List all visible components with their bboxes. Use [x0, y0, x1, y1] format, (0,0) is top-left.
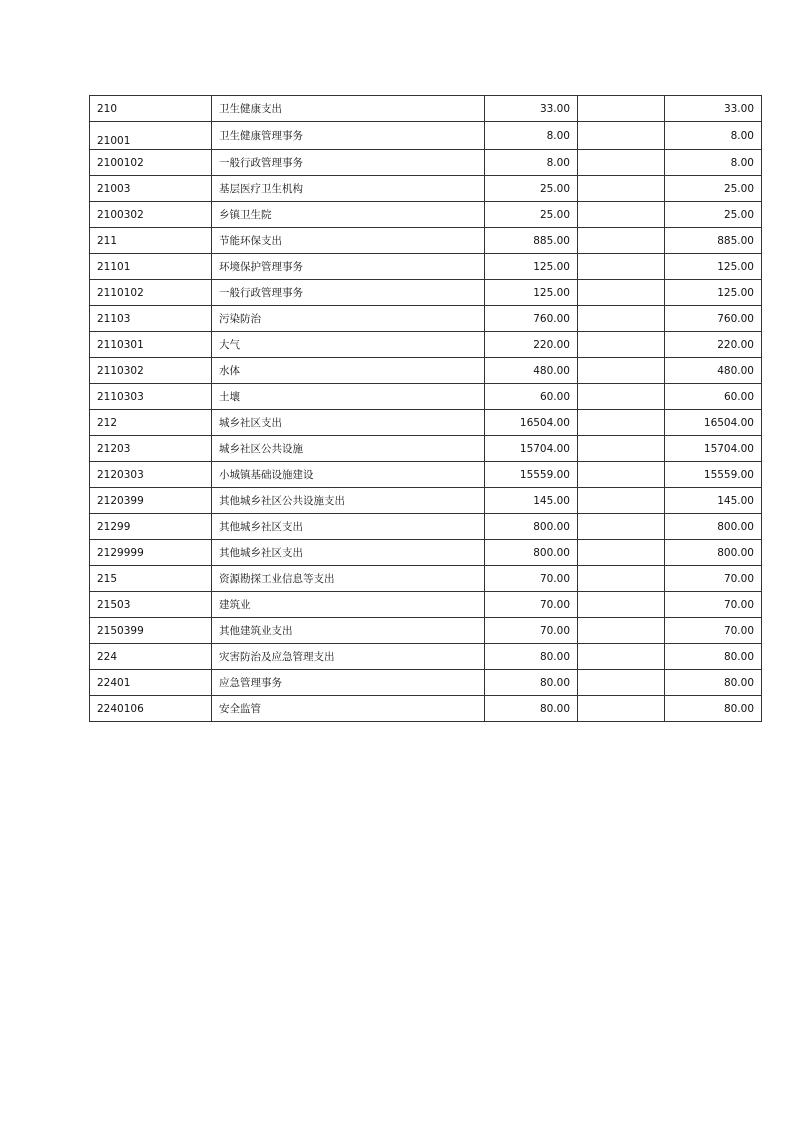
- row-blank: [578, 566, 665, 592]
- row-name: 其他城乡社区公共设施支出: [212, 488, 485, 514]
- row-name: 污染防治: [212, 306, 485, 332]
- row-total: 125.00: [665, 254, 762, 280]
- table-row: [90, 618, 762, 644]
- row-amount: 125.00: [485, 280, 578, 306]
- table-row: [90, 592, 762, 618]
- row-blank: [578, 332, 665, 358]
- row-name: 卫生健康管理事务: [212, 122, 485, 150]
- row-total: 480.00: [665, 358, 762, 384]
- row-code: 2110102: [90, 280, 212, 306]
- row-total: 8.00: [665, 150, 762, 176]
- row-amount: 480.00: [485, 358, 578, 384]
- table-row: [90, 96, 762, 122]
- budget-table-body: [90, 96, 762, 722]
- row-blank: [578, 514, 665, 540]
- row-name: 城乡社区公共设施: [212, 436, 485, 462]
- row-name: 其他城乡社区支出: [212, 540, 485, 566]
- row-total: 60.00: [665, 384, 762, 410]
- row-blank: [578, 644, 665, 670]
- row-total: 800.00: [665, 514, 762, 540]
- row-total: 70.00: [665, 618, 762, 644]
- row-name: 水体: [212, 358, 485, 384]
- row-name: 卫生健康支出: [212, 96, 485, 122]
- row-name: 应急管理事务: [212, 670, 485, 696]
- row-code: 215: [90, 566, 212, 592]
- row-total: 15704.00: [665, 436, 762, 462]
- row-code: 2110301: [90, 332, 212, 358]
- table-row: [90, 254, 762, 280]
- row-name: 大气: [212, 332, 485, 358]
- row-amount: 25.00: [485, 176, 578, 202]
- row-code: 211: [90, 228, 212, 254]
- row-total: 145.00: [665, 488, 762, 514]
- row-name: 灾害防治及应急管理支出: [212, 644, 485, 670]
- table-row: [90, 670, 762, 696]
- row-total: 70.00: [665, 592, 762, 618]
- row-amount: 70.00: [485, 592, 578, 618]
- row-code: 2129999: [90, 540, 212, 566]
- row-blank: [578, 150, 665, 176]
- row-name: 小城镇基础设施建设: [212, 462, 485, 488]
- row-name: 节能环保支出: [212, 228, 485, 254]
- row-amount: 8.00: [485, 150, 578, 176]
- row-name: 环境保护管理事务: [212, 254, 485, 280]
- row-code: 2240106: [90, 696, 212, 722]
- row-total: 80.00: [665, 644, 762, 670]
- table-row: [90, 566, 762, 592]
- row-name: 城乡社区支出: [212, 410, 485, 436]
- row-name: 其他城乡社区支出: [212, 514, 485, 540]
- row-blank: [578, 228, 665, 254]
- row-total: 800.00: [665, 540, 762, 566]
- row-blank: [578, 280, 665, 306]
- table-row: [90, 280, 762, 306]
- row-code: 2120399: [90, 488, 212, 514]
- row-blank: [578, 384, 665, 410]
- row-code: 2110302: [90, 358, 212, 384]
- row-amount: 25.00: [485, 202, 578, 228]
- table-row: [90, 436, 762, 462]
- row-blank: [578, 254, 665, 280]
- row-amount: 15704.00: [485, 436, 578, 462]
- row-total: 760.00: [665, 306, 762, 332]
- budget-table: [89, 95, 762, 722]
- table-row: [90, 150, 762, 176]
- row-blank: [578, 202, 665, 228]
- row-total: 33.00: [665, 96, 762, 122]
- row-total: 125.00: [665, 280, 762, 306]
- table-row: [90, 488, 762, 514]
- row-total: 16504.00: [665, 410, 762, 436]
- row-blank: [578, 670, 665, 696]
- row-amount: 15559.00: [485, 462, 578, 488]
- row-blank: [578, 462, 665, 488]
- row-amount: 80.00: [485, 670, 578, 696]
- table-row: [90, 540, 762, 566]
- row-name: 资源勘探工业信息等支出: [212, 566, 485, 592]
- row-name: 基层医疗卫生机构: [212, 176, 485, 202]
- row-blank: [578, 410, 665, 436]
- row-blank: [578, 696, 665, 722]
- table-row: [90, 462, 762, 488]
- row-name: 建筑业: [212, 592, 485, 618]
- row-code: 21003: [90, 176, 212, 202]
- row-name: 安全监管: [212, 696, 485, 722]
- row-code: 212: [90, 410, 212, 436]
- row-name: 其他建筑业支出: [212, 618, 485, 644]
- row-code: 21001: [90, 122, 212, 150]
- row-name: 乡镇卫生院: [212, 202, 485, 228]
- row-amount: 760.00: [485, 306, 578, 332]
- row-amount: 800.00: [485, 540, 578, 566]
- table-row: [90, 384, 762, 410]
- table-row: [90, 696, 762, 722]
- row-code: 2100102: [90, 150, 212, 176]
- row-total: 25.00: [665, 202, 762, 228]
- row-blank: [578, 436, 665, 462]
- row-name: 一般行政管理事务: [212, 280, 485, 306]
- row-code: 2120303: [90, 462, 212, 488]
- row-total: 80.00: [665, 696, 762, 722]
- row-name: 一般行政管理事务: [212, 150, 485, 176]
- row-amount: 220.00: [485, 332, 578, 358]
- table-row: [90, 176, 762, 202]
- row-total: 70.00: [665, 566, 762, 592]
- row-blank: [578, 540, 665, 566]
- row-code: 210: [90, 96, 212, 122]
- row-code: 21503: [90, 592, 212, 618]
- row-amount: 80.00: [485, 644, 578, 670]
- row-blank: [578, 592, 665, 618]
- table-row: [90, 644, 762, 670]
- row-code: 21299: [90, 514, 212, 540]
- row-amount: 70.00: [485, 566, 578, 592]
- table-row: [90, 306, 762, 332]
- row-amount: 125.00: [485, 254, 578, 280]
- table-row: [90, 202, 762, 228]
- row-amount: 16504.00: [485, 410, 578, 436]
- row-total: 220.00: [665, 332, 762, 358]
- table-row: [90, 122, 762, 150]
- row-amount: 8.00: [485, 122, 578, 150]
- row-amount: 885.00: [485, 228, 578, 254]
- row-blank: [578, 122, 665, 150]
- table-row: [90, 332, 762, 358]
- row-blank: [578, 618, 665, 644]
- table-row: [90, 228, 762, 254]
- row-amount: 145.00: [485, 488, 578, 514]
- row-code: 21203: [90, 436, 212, 462]
- table-row: [90, 358, 762, 384]
- row-total: 885.00: [665, 228, 762, 254]
- row-total: 8.00: [665, 122, 762, 150]
- row-code: 224: [90, 644, 212, 670]
- row-name: 土壤: [212, 384, 485, 410]
- row-amount: 33.00: [485, 96, 578, 122]
- row-amount: 80.00: [485, 696, 578, 722]
- row-amount: 60.00: [485, 384, 578, 410]
- row-total: 80.00: [665, 670, 762, 696]
- table-row: [90, 514, 762, 540]
- row-amount: 70.00: [485, 618, 578, 644]
- row-blank: [578, 96, 665, 122]
- row-blank: [578, 306, 665, 332]
- table-row: [90, 410, 762, 436]
- row-code: 22401: [90, 670, 212, 696]
- row-blank: [578, 488, 665, 514]
- row-amount: 800.00: [485, 514, 578, 540]
- row-code: 2100302: [90, 202, 212, 228]
- row-code: 2150399: [90, 618, 212, 644]
- row-code: 21101: [90, 254, 212, 280]
- row-blank: [578, 176, 665, 202]
- row-code: 21103: [90, 306, 212, 332]
- row-total: 15559.00: [665, 462, 762, 488]
- row-code: 2110303: [90, 384, 212, 410]
- row-blank: [578, 358, 665, 384]
- row-total: 25.00: [665, 176, 762, 202]
